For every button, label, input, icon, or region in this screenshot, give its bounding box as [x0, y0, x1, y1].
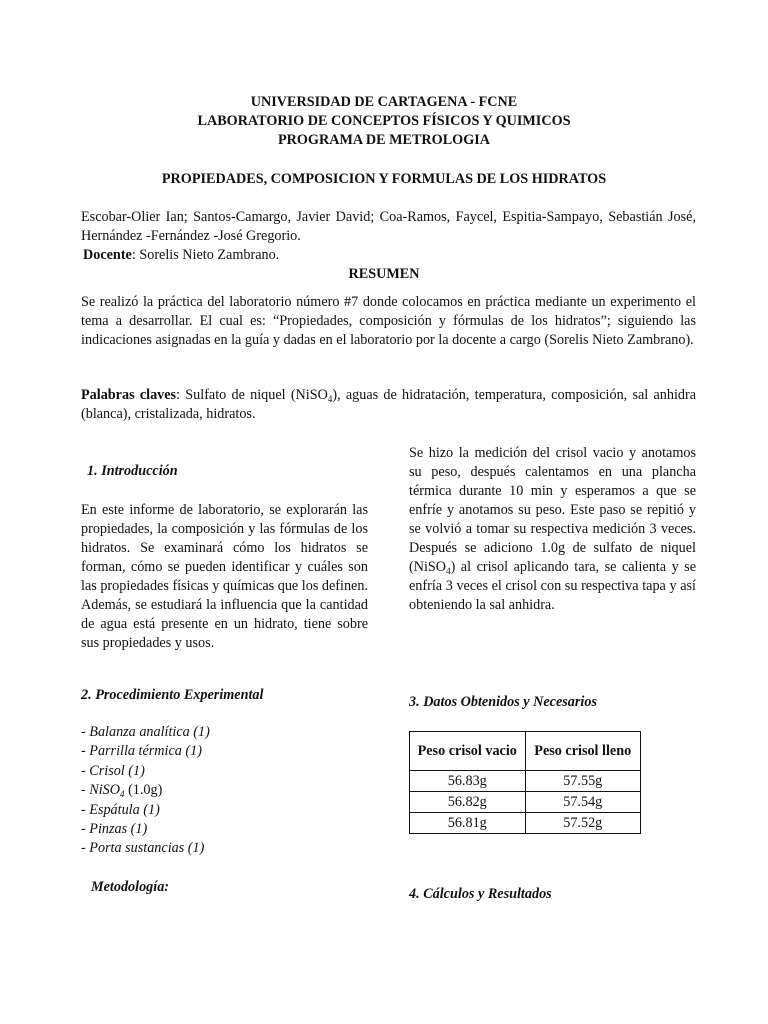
- table-header-row: [410, 732, 641, 771]
- procedure-description: [409, 444, 696, 615]
- material-niso-amount: (1.0g): [124, 782, 163, 799]
- weights-table: [409, 731, 641, 834]
- header-full-crucible: Peso crisol lleno: [525, 732, 641, 771]
- procedure-heading: 2. Procedimiento Experimental: [81, 687, 264, 703]
- material-item: - Porta sustancias (1): [81, 840, 205, 857]
- procedure-text-before: Se hizo la medición del crisol vacio y anotamos su peso, después calentamos en una plancha térmica durante 10 min y esperamos a que se enfríe y anotamos su peso. Este paso se repitió y se volvió a tomar su respectiva medición 3 veces. Después se adiciono 1.0g de sulfato de niquel (NiSO: [409, 445, 696, 575]
- keywords: [81, 386, 696, 424]
- keywords-text-before: : Sulfato de niquel (NiSO: [176, 387, 328, 403]
- abstract-heading: RESUMEN: [348, 266, 420, 282]
- table-cell: 57.52g: [525, 813, 641, 834]
- table-cell: 56.83g: [410, 771, 526, 792]
- authors: Escobar-Olier Ian; Santos-Camargo, Javier David; Coa-Ramos, Faycel, Espitia-Sampayo, Sebastián José, Hernández -Fernández -José Gregorio.: [81, 209, 696, 244]
- table-row: [410, 771, 641, 792]
- keywords-text-after: ), aguas de hidratación, temperatura, composición, sal anhidra (blanca), cristalizada, hidratos.: [81, 387, 697, 422]
- university-name: UNIVERSIDAD DE CARTAGENA - FCNE: [250, 94, 518, 110]
- material-item-niso4: [81, 781, 368, 800]
- docente-name: : Sorelis Nieto Zambrano.: [131, 247, 280, 263]
- methodology-heading: Metodología:: [91, 879, 170, 895]
- intro-text: En este informe de laboratorio, se explorarán las propiedades, la composición y las fórmulas de los hidratos. Se examinará cómo los hidratos se forman, cómo se pueden identificar y cuáles son las propiedades físicas y químicas que los definen. Además, se estudiará la influencia que la cantidad de agua está presente en un hidrato, tiene sobre sus propiedades y usos.: [81, 502, 368, 651]
- abstract-text: Se realizó la práctica del laboratorio número #7 donde colocamos en práctica mediante un experimento el tema a desarrollar. El cual es: “Propiedades, composición y fórmulas de los hidratos”; siguiendo las indicaciones asignadas en la guía y dadas en el laboratorio por la docente a cargo (Sorelis Nieto Zambrano).: [81, 294, 696, 348]
- results-heading: 4. Cálculos y Resultados: [409, 886, 552, 902]
- document-title: PROPIEDADES, COMPOSICION Y FORMULAS DE LOS HIDRATOS: [161, 171, 607, 187]
- intro-heading: 1. Introducción: [87, 463, 178, 479]
- material-item: - Balanza analítica (1): [81, 724, 210, 740]
- table-cell: 57.54g: [525, 792, 641, 813]
- material-item: - Crisol (1): [81, 762, 145, 779]
- materials-list: [81, 723, 368, 859]
- material-niso-text: - NiSO: [81, 782, 121, 799]
- material-item: - Pinzas (1): [81, 820, 148, 837]
- program-name: PROGRAMA DE METROLOGIA: [277, 132, 491, 148]
- docente-label: Docente: [83, 247, 132, 263]
- table-row: [410, 792, 641, 813]
- keywords-label: Palabras claves: [81, 387, 177, 403]
- docente-line: [83, 246, 583, 265]
- lab-name: LABORATORIO DE CONCEPTOS FÍSICOS Y QUIMICOS: [197, 113, 571, 129]
- keywords-subscript: 4: [327, 394, 333, 404]
- table-cell: 57.55g: [525, 771, 641, 792]
- procedure-subscript: 4: [446, 566, 451, 576]
- material-item: - Espátula (1): [81, 801, 160, 818]
- table-cell: 56.81g: [410, 813, 526, 834]
- table-row: [410, 813, 641, 834]
- header-empty-crucible: Peso crisol vacio: [410, 732, 526, 771]
- data-heading: 3. Datos Obtenidos y Necesarios: [409, 694, 597, 710]
- table-cell: 56.82g: [410, 792, 526, 813]
- material-niso-subscript: 4: [120, 789, 125, 800]
- procedure-text-after: ) al crisol aplicando tara, se calienta y se enfría 3 veces el crisol con su respectiva tapa y así obteniendo la sal anhidra.: [409, 559, 696, 613]
- material-item: - Parrilla térmica (1): [81, 743, 202, 760]
